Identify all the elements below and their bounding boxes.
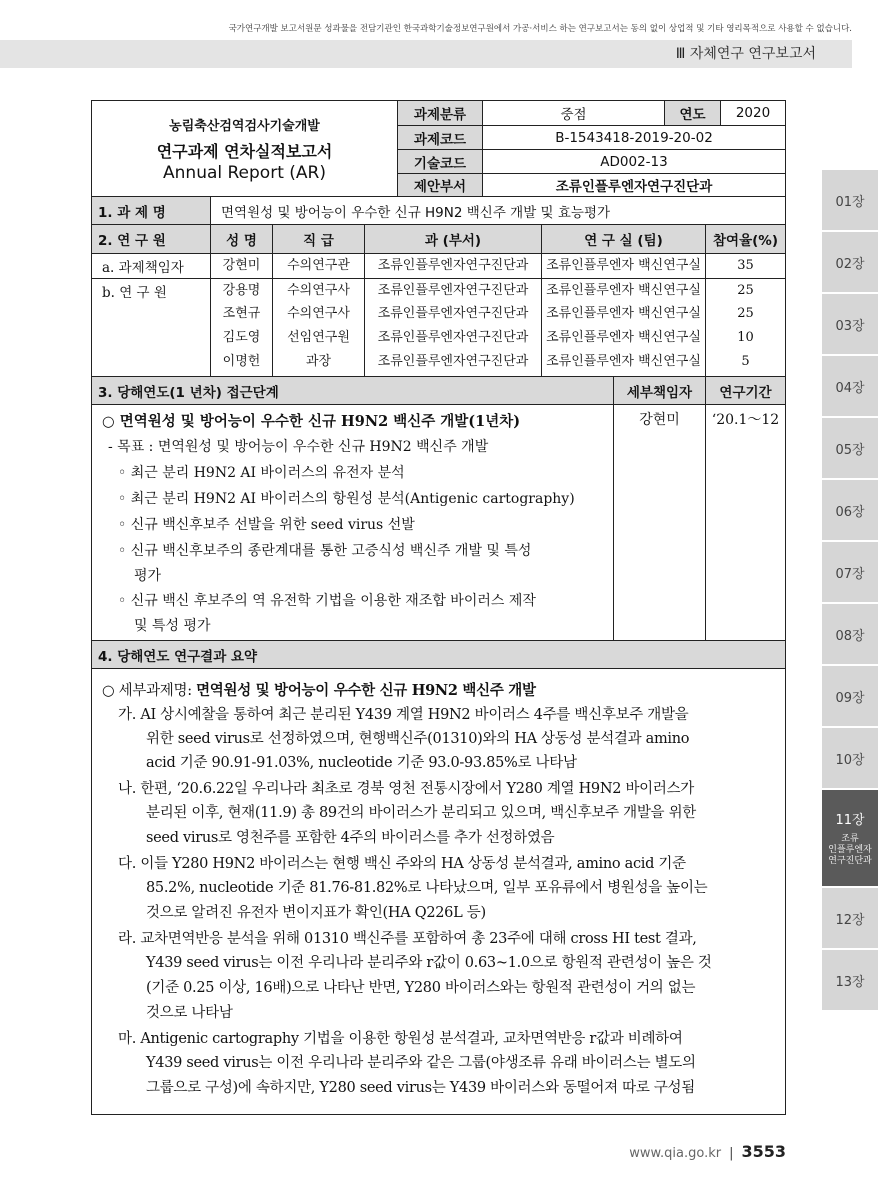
summary-body: [92, 669, 785, 1114]
researcher-rank: 선임연구원: [287, 330, 350, 345]
report-form: [91, 100, 786, 1115]
summary-subject-prefix: ○ 세부과제명:: [102, 683, 197, 699]
table-cell: [272, 254, 364, 278]
header-line-2: 연구과제 연차실적보고서: [156, 142, 333, 161]
stage-period: ‘20.1～12: [711, 412, 780, 428]
researcher-dept: 조류인플루엔자연구진단과: [377, 330, 529, 345]
summary-subject-line: [102, 679, 536, 700]
researcher-lab: 조류인플루엔자 백신연구실: [546, 258, 701, 273]
summary-line: Y439 seed virus는 이전 우리나라 분리주와 같은 그룹(야생조류 유래 바이러스는 별도의: [146, 1055, 696, 1071]
stage-body-row: [92, 405, 785, 641]
summary-line: 나. 한편, ‘20.6.22일 우리나라 최초로 경북 영천 전통시장에서 Y280 계열 H9N2 바이러스가: [118, 781, 694, 797]
tab-chapter-11-label: 11장: [835, 813, 865, 828]
researchers-lead-row: [92, 254, 785, 279]
stage-lead-col: 세부책임자: [613, 377, 705, 404]
researchers-label: 2. 연 구 원: [92, 225, 210, 253]
header-row-code: [398, 126, 785, 150]
year-value: 2020: [720, 101, 785, 125]
summary-line: 것으로 나타남: [146, 1005, 233, 1021]
researcher-dept: 조류인플루엔자연구진단과: [377, 283, 529, 298]
stage-header-row: [92, 377, 785, 405]
section-label: Ⅲ 자체연구 연구보고서: [675, 46, 816, 62]
tab-chapter-07[interactable]: 07장: [822, 542, 878, 602]
tab-chapter-13[interactable]: 13장: [822, 950, 878, 1010]
table-cell: [541, 254, 705, 278]
tab-sub-line: 연구진단과: [828, 856, 872, 866]
tab-chapter-10[interactable]: 10장: [822, 728, 878, 788]
stage-item: ◦ 최근 분리 H9N2 AI 바이러스의 유전자 분석: [118, 465, 405, 481]
table-cell: [92, 279, 210, 376]
footer-separator: |: [729, 1146, 734, 1161]
stage-lead-name: 강현미: [639, 412, 680, 428]
researcher-name: 강현미: [222, 258, 261, 273]
stage-goal: - 목표 : 면역원성 및 방어능이 우수한 신규 H9N2 백신주 개발: [108, 439, 489, 455]
header-line-3: Annual Report (AR): [163, 163, 326, 183]
tab-chapter-03[interactable]: 03장: [822, 294, 878, 354]
summary-line: 85.2%, nucleotide 기준 81.76-81.82%로 나타났으며, 일부 포유류에서 병원성을 높이는: [146, 880, 708, 896]
researcher-rank: 수의연구관: [287, 258, 350, 273]
tab-chapter-11[interactable]: [822, 790, 878, 886]
researcher-rate: 25: [737, 306, 754, 321]
researcher-dept: 조류인플루엔자연구진단과: [377, 306, 529, 321]
researchers-member-row: [92, 279, 785, 377]
code-label: 과제코드: [398, 126, 482, 149]
researcher-lab: 조류인플루엔자 백신연구실: [546, 330, 701, 345]
table-cell: [541, 279, 705, 376]
table-cell: [705, 279, 785, 376]
researcher-rate: 25: [737, 283, 754, 298]
stage-item: ◦ 최근 분리 H9N2 AI 바이러스의 항원성 분석(Antigenic cartography): [118, 491, 575, 507]
page-number: 3553: [741, 1142, 786, 1161]
page-footer: [629, 1142, 786, 1161]
code-value: B-1543418-2019-20-02: [482, 126, 785, 149]
summary-line: 가. AI 상시예찰을 통하여 최근 분리된 Y439 계열 H9N2 바이러스 4주를 백신후보주 개발을: [118, 707, 689, 723]
stage-item-cont: 및 특성 평가: [134, 618, 211, 634]
tab-chapter-04[interactable]: 04장: [822, 356, 878, 416]
year-label: 연도: [664, 101, 720, 125]
researcher-rate: 5: [741, 354, 750, 369]
table-cell: [705, 405, 785, 640]
col-dept: 과 (부서): [364, 225, 541, 253]
copyright-notice: 국가연구개발 보고서원문 성과물을 전담기관인 한국과학기술정보연구원에서 가공·서비스 하는 연구보고서는 동의 없이 상업적 및 기타 영리목적으로 사용할 수 없습니다.: [228, 24, 852, 34]
tab-chapter-06[interactable]: 06장: [822, 480, 878, 540]
project-label: 1. 과 제 명: [92, 197, 210, 224]
researcher-lab: 조류인플루엔자 백신연구실: [546, 283, 701, 298]
tab-chapter-11-sub: [828, 834, 871, 867]
summary-line: seed virus로 영천주를 포함한 4주의 바이러스를 추가 선정하였음: [146, 830, 555, 846]
member-label: b. 연 구 원: [102, 285, 167, 301]
project-title-row: [92, 197, 785, 225]
col-rate: 참여율(%): [705, 225, 785, 253]
summary-line: 다. 이들 Y280 H9N2 바이러스는 현행 백신 주와의 HA 상동성 분석결과, amino acid 기준: [118, 856, 686, 872]
dept-label: 제안부서: [398, 174, 482, 196]
researcher-lab: 조류인플루엔자 백신연구실: [546, 354, 701, 369]
researcher-rank: 과장: [305, 354, 332, 369]
summary-line: 라. 교차면역반응 분석을 위해 01310 백신주를 포함하여 총 23주에 대해 cross HI test 결과,: [118, 931, 697, 947]
researcher-rate: 10: [737, 330, 754, 345]
stage-period-col: 연구기간: [705, 377, 785, 404]
header-row-tech: [398, 150, 785, 174]
stage-item: ◦ 신규 백신후보주의 종란계대를 통한 고증식성 백신주 개발 및 특성: [118, 543, 532, 559]
stage-item: ◦ 신규 백신 후보주의 역 유전학 기법을 이용한 재조합 바이러스 제작: [118, 593, 536, 609]
researchers-header-row: [92, 225, 785, 254]
tab-chapter-02[interactable]: 02장: [822, 232, 878, 292]
report-header-title: [92, 101, 398, 197]
stage-label: 3. 당해연도(1 년차) 접근단계: [92, 377, 613, 404]
project-title: 면역원성 및 방어능이 우수한 신규 H9N2 백신주 개발 및 효능평가: [210, 197, 785, 224]
table-cell: [210, 254, 272, 278]
table-cell: [705, 254, 785, 278]
tab-chapter-08[interactable]: 08장: [822, 604, 878, 664]
header-row-category: [398, 101, 785, 126]
summary-line: 마. Antigenic cartography 기법을 이용한 항원성 분석결과, 교차면역반응 r값과 비례하여: [118, 1031, 683, 1047]
col-rank: 직 급: [272, 225, 364, 253]
stage-item-cont: 평가: [134, 568, 162, 584]
stage-item: ◦ 신규 백신후보주 선발을 위한 seed virus 선발: [118, 517, 415, 533]
researcher-name: 강용명: [222, 283, 261, 298]
summary-line: (기준 0.25 이상, 16배)으로 나타난 반면, Y280 바이러스와는 항원적 관련성이 거의 없는: [146, 980, 696, 996]
researcher-name: 김도영: [222, 330, 261, 345]
col-name: 성 명: [210, 225, 272, 253]
summary-subject: 면역원성 및 방어능이 우수한 신규 H9N2 백신주 개발: [196, 682, 536, 699]
researcher-name: 이명헌: [222, 354, 261, 369]
table-cell: [364, 279, 541, 376]
researcher-rank: 수의연구사: [287, 306, 350, 321]
researcher-rank: 수의연구사: [287, 283, 350, 298]
researcher-name: 조현규: [222, 306, 261, 321]
researcher-dept: 조류인플루엔자연구진단과: [377, 258, 529, 273]
footer-site-link[interactable]: www.qia.go.kr: [629, 1146, 722, 1161]
table-cell: [364, 254, 541, 278]
col-lab: 연 구 실 (팀): [541, 225, 705, 253]
summary-line: 분리된 이후, 현재(11.9) 총 89건의 바이러스가 분리되고 있으며, 백신후보주 개발을 위한: [146, 805, 696, 821]
table-cell: [613, 405, 705, 640]
header-line-1: 농림축산검역검사기술개발: [169, 119, 320, 134]
tab-chapter-12[interactable]: 12장: [822, 888, 878, 948]
summary-header-row: [92, 641, 785, 669]
table-cell: [272, 279, 364, 376]
researcher-dept: 조류인플루엔자연구진단과: [377, 354, 529, 369]
category-label: 과제분류: [398, 101, 482, 125]
summary-line: 위한 seed virus로 선정하였으며, 현행백신주(01310)와의 HA 상동성 분석결과 amino: [146, 731, 690, 747]
tech-value: AD002-13: [482, 150, 785, 173]
stage-content: [92, 405, 613, 640]
summary-line: 것으로 알려진 유전자 변이지표가 확인(HA Q226L 등): [146, 905, 486, 921]
summary-line: 그룹으로 구성)에 속하지만, Y280 seed virus는 Y439 바이러스와 동떨어져 따로 구성됨: [146, 1080, 695, 1096]
tech-label: 기술코드: [398, 150, 482, 173]
researcher-lab: 조류인플루엔자 백신연구실: [546, 306, 701, 321]
summary-line: acid 기준 90.91-91.03%, nucleotide 기준 93.0-93.85%로 나타남: [146, 755, 577, 771]
tab-chapter-09[interactable]: 09장: [822, 666, 878, 726]
tab-chapter-01[interactable]: 01장: [822, 170, 878, 230]
stage-heading: ○ 면역원성 및 방어능이 우수한 신규 H9N2 백신주 개발(1년차): [102, 413, 521, 430]
tab-sub-line: 인플루엔자: [828, 845, 872, 855]
dept-value: 조류인플루엔자연구진단과: [482, 174, 785, 196]
top-bar: [0, 40, 852, 68]
summary-line: Y439 seed virus는 이전 우리나라 분리주와 r값이 0.63~1.0으로 항원적 관련성이 높은 것: [146, 955, 712, 971]
category-value: 중점: [482, 101, 664, 125]
researcher-rate: 35: [737, 258, 754, 273]
lead-label: a. 과제책임자: [102, 260, 184, 276]
header-row-dept: [398, 174, 785, 197]
tab-chapter-05[interactable]: 05장: [822, 418, 878, 478]
table-cell: [210, 279, 272, 376]
tab-sub-line: 조류: [841, 834, 859, 844]
summary-label: 4. 당해연도 연구결과 요약: [92, 641, 785, 668]
